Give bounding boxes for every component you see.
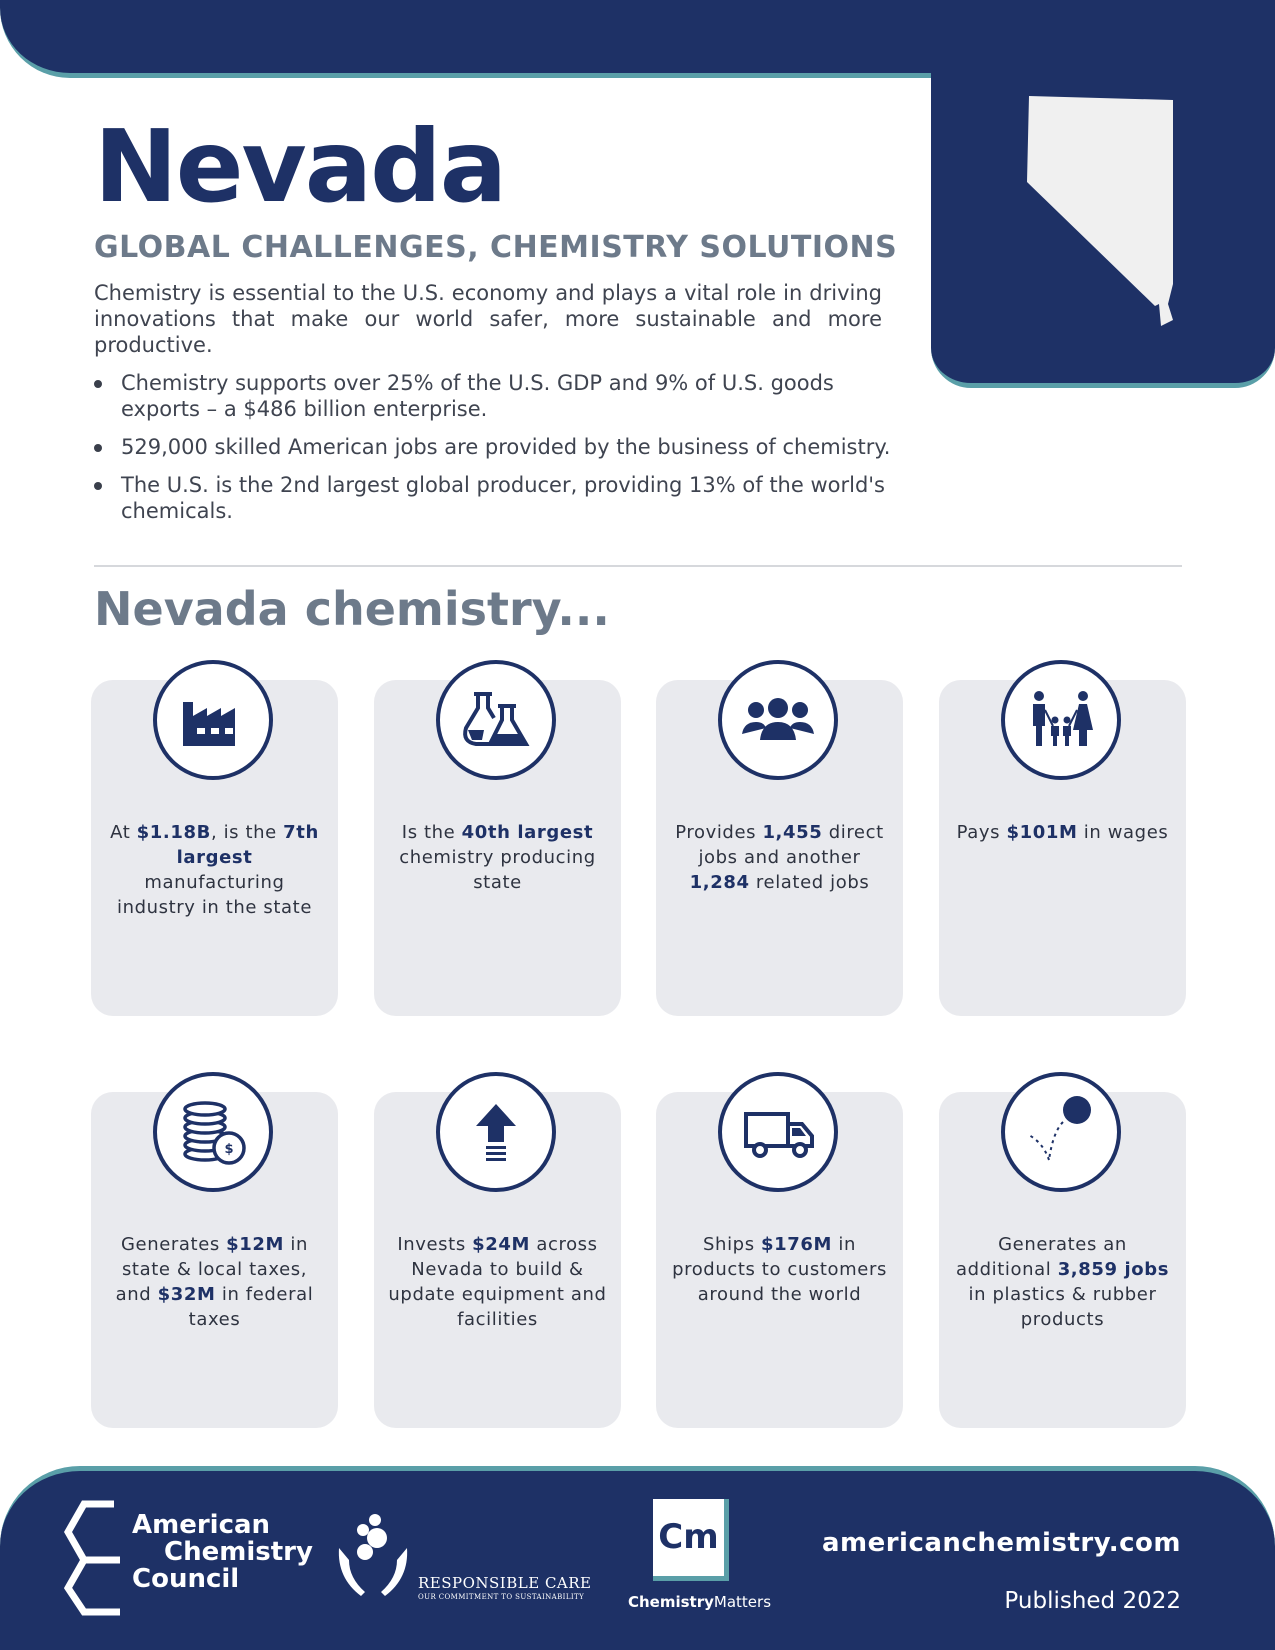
section-divider	[94, 565, 1182, 567]
page-title: Nevada	[94, 108, 506, 225]
stat-text-taxes: Generates $12M in state & local taxes, and $32M in federal taxes	[115, 1234, 314, 1330]
stat-text-investment: Invests $24M across Nevada to build & update equipment and facilities	[388, 1234, 607, 1330]
acc-logo-text: American Chemistry Council	[132, 1510, 313, 1594]
factory-icon	[153, 660, 273, 780]
fact-list	[94, 370, 914, 536]
chemistry-matters-label: ChemistryMatters	[628, 1593, 772, 1611]
page-subtitle: GLOBAL CHALLENGES, CHEMISTRY SOLUTIONS	[94, 230, 898, 265]
coins-icon	[153, 1072, 273, 1192]
delivery-truck-icon	[718, 1072, 838, 1192]
stat-text-plastics: Generates an additional 3,859 jobs in plastics & rubber products	[955, 1234, 1170, 1330]
bullet-icon	[94, 444, 102, 452]
svg-text:$: $	[224, 1142, 234, 1157]
bouncing-ball-icon	[1001, 1072, 1121, 1192]
fact-item	[94, 472, 914, 524]
nevada-state-map-icon	[1023, 94, 1183, 330]
website-link[interactable]: americanchemistry.com	[821, 1528, 1181, 1558]
cm-mark: Cm	[658, 1517, 719, 1557]
fact-item	[94, 434, 914, 460]
responsible-care-text: RESPONSIBLE CARE	[418, 1574, 592, 1592]
bullet-icon	[94, 380, 102, 388]
fact-text: Chemistry supports over 25% of the U.S. GDP and 9% of U.S. goods exports – a $486 billion enterprise.	[121, 371, 834, 421]
fact-item	[94, 370, 914, 422]
stat-text-manufacturing: At $1.18B, is the 7th largest manufacturing industry in the state	[110, 822, 319, 918]
stat-text-jobs: Provides 1,455 direct jobs and another 1,284 related jobs	[675, 822, 884, 893]
state-map-panel	[931, 0, 1275, 388]
family-icon	[1001, 660, 1121, 780]
stat-text-shipping: Ships $176M in products to customers around the world	[672, 1234, 887, 1305]
stat-text-ranking: Is the 40th largest chemistry producing state	[399, 822, 596, 893]
upload-arrow-icon	[436, 1072, 556, 1192]
responsible-care-tagline: OUR COMMITMENT TO SUSTAINABILITY	[418, 1593, 585, 1601]
stat-text-wages: Pays $101M in wages	[956, 822, 1169, 843]
section-heading: Nevada chemistry...	[94, 582, 610, 636]
people-group-icon	[718, 660, 838, 780]
fact-text: 529,000 skilled American jobs are provided by the business of chemistry.	[121, 435, 891, 459]
published-date: Published 2022	[1004, 1588, 1181, 1614]
chemistry-matters-logo	[653, 1499, 729, 1581]
intro-paragraph: Chemistry is essential to the U.S. economy and plays a vital role in driving innovations that make our world safer, more sustainable and more productive.	[94, 281, 882, 357]
fact-text: The U.S. is the 2nd largest global producer, providing 13% of the world's chemicals.	[121, 473, 885, 523]
responsible-care-logo-icon	[335, 1508, 411, 1604]
bullet-icon	[94, 482, 102, 490]
flasks-icon	[436, 660, 556, 780]
